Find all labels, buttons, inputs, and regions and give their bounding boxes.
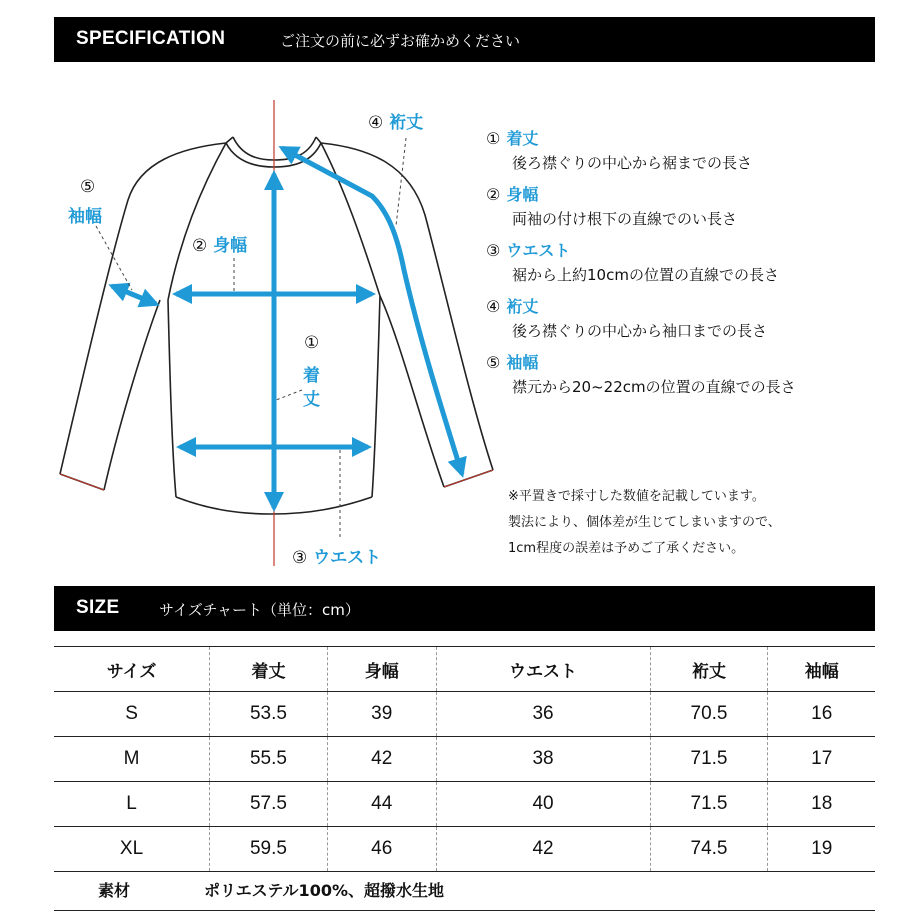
kitake-number: ① [304, 333, 320, 353]
size-title: SIZE [76, 597, 120, 618]
table-cell: 70.5 [650, 692, 768, 737]
table-row [54, 782, 875, 827]
note-line: 1cm程度の誤差は予めご了承ください。 [508, 541, 745, 556]
table-cell: L [54, 782, 210, 827]
table-cell: 74.5 [650, 827, 768, 872]
table-cell: 19 [768, 827, 875, 872]
table-cell: 42 [327, 737, 436, 782]
column-header: 着丈 [210, 647, 328, 692]
legend-item-kitake: ① 着丈 後ろ襟ぐりの中心から裾までの長さ [486, 129, 753, 172]
sodehaba-arrow [112, 286, 156, 304]
table-cell: 71.5 [650, 737, 768, 782]
yukitake-arrow [282, 148, 462, 474]
size-chart-table [54, 646, 875, 872]
specification-title: SPECIFICATION [76, 28, 226, 49]
legend-item-mihaba: ② 身幅 両袖の付け根下の直線でのい長さ [486, 185, 738, 228]
table-cell: 42 [436, 827, 650, 872]
note-line: 製法により、個体差が生じてしまいますので、 [508, 515, 781, 530]
legend-item-waist: ③ ウエスト 裾から上約10cmの位置の直線での長さ [486, 241, 779, 284]
table-cell: 40 [436, 782, 650, 827]
waist-label: ③ ウエスト [292, 548, 382, 568]
yukitake-label: ④ 裄丈 [368, 113, 424, 133]
kitake-label-top: 着 [303, 366, 320, 386]
table-cell: 36 [436, 692, 650, 737]
table-cell: XL [54, 827, 210, 872]
table-row [54, 737, 875, 782]
table-row [54, 827, 875, 872]
table-cell: 71.5 [650, 782, 768, 827]
right-cuff-line [444, 470, 493, 487]
measurement-legend [486, 127, 906, 407]
table-row [54, 692, 875, 737]
table-cell: 53.5 [210, 692, 328, 737]
size-subtitle: サイズチャート（単位：cm） [159, 601, 360, 619]
leader-lines [96, 138, 406, 540]
table-cell: 16 [768, 692, 875, 737]
note-line: ※平置きで採寸した数値を記載しています。 [508, 489, 765, 504]
column-header: 身幅 [327, 647, 436, 692]
table-cell: 18 [768, 782, 875, 827]
table-cell: 38 [436, 737, 650, 782]
legend-item-sodehaba: ⑤ 袖幅 襟元から20~22cmの位置の直線での長さ [486, 353, 796, 396]
sodehaba-number: ⑤ [80, 177, 96, 197]
left-cuff-line [60, 474, 104, 490]
column-header: 袖幅 [768, 647, 875, 692]
sodehaba-label: 袖幅 [68, 207, 102, 227]
table-cell: 39 [327, 692, 436, 737]
table-cell: 57.5 [210, 782, 328, 827]
column-header: サイズ [54, 647, 210, 692]
table-cell: 55.5 [210, 737, 328, 782]
table-cell: 44 [327, 782, 436, 827]
legend-item-yukitake: ④ 裄丈 後ろ襟ぐりの中心から袖口までの長さ [486, 297, 768, 340]
material-value: ポリエステル100%、超撥水生地 [204, 881, 444, 900]
size-header [54, 586, 875, 631]
kitake-label-bottom: 丈 [303, 390, 320, 410]
specification-subtitle: ご注文の前に必ずお確かめください [280, 32, 521, 50]
column-header: 裄丈 [650, 647, 768, 692]
table-cell: 59.5 [210, 827, 328, 872]
table-header-row [54, 647, 875, 692]
material-label: 素材 [98, 881, 131, 900]
table-cell: 46 [327, 827, 436, 872]
material-row [54, 866, 875, 911]
measurement-notes [508, 484, 781, 562]
mihaba-label: ② 身幅 [192, 236, 248, 256]
table-cell: S [54, 692, 210, 737]
table-cell: M [54, 737, 210, 782]
column-header: ウエスト [436, 647, 650, 692]
table-cell: 17 [768, 737, 875, 782]
